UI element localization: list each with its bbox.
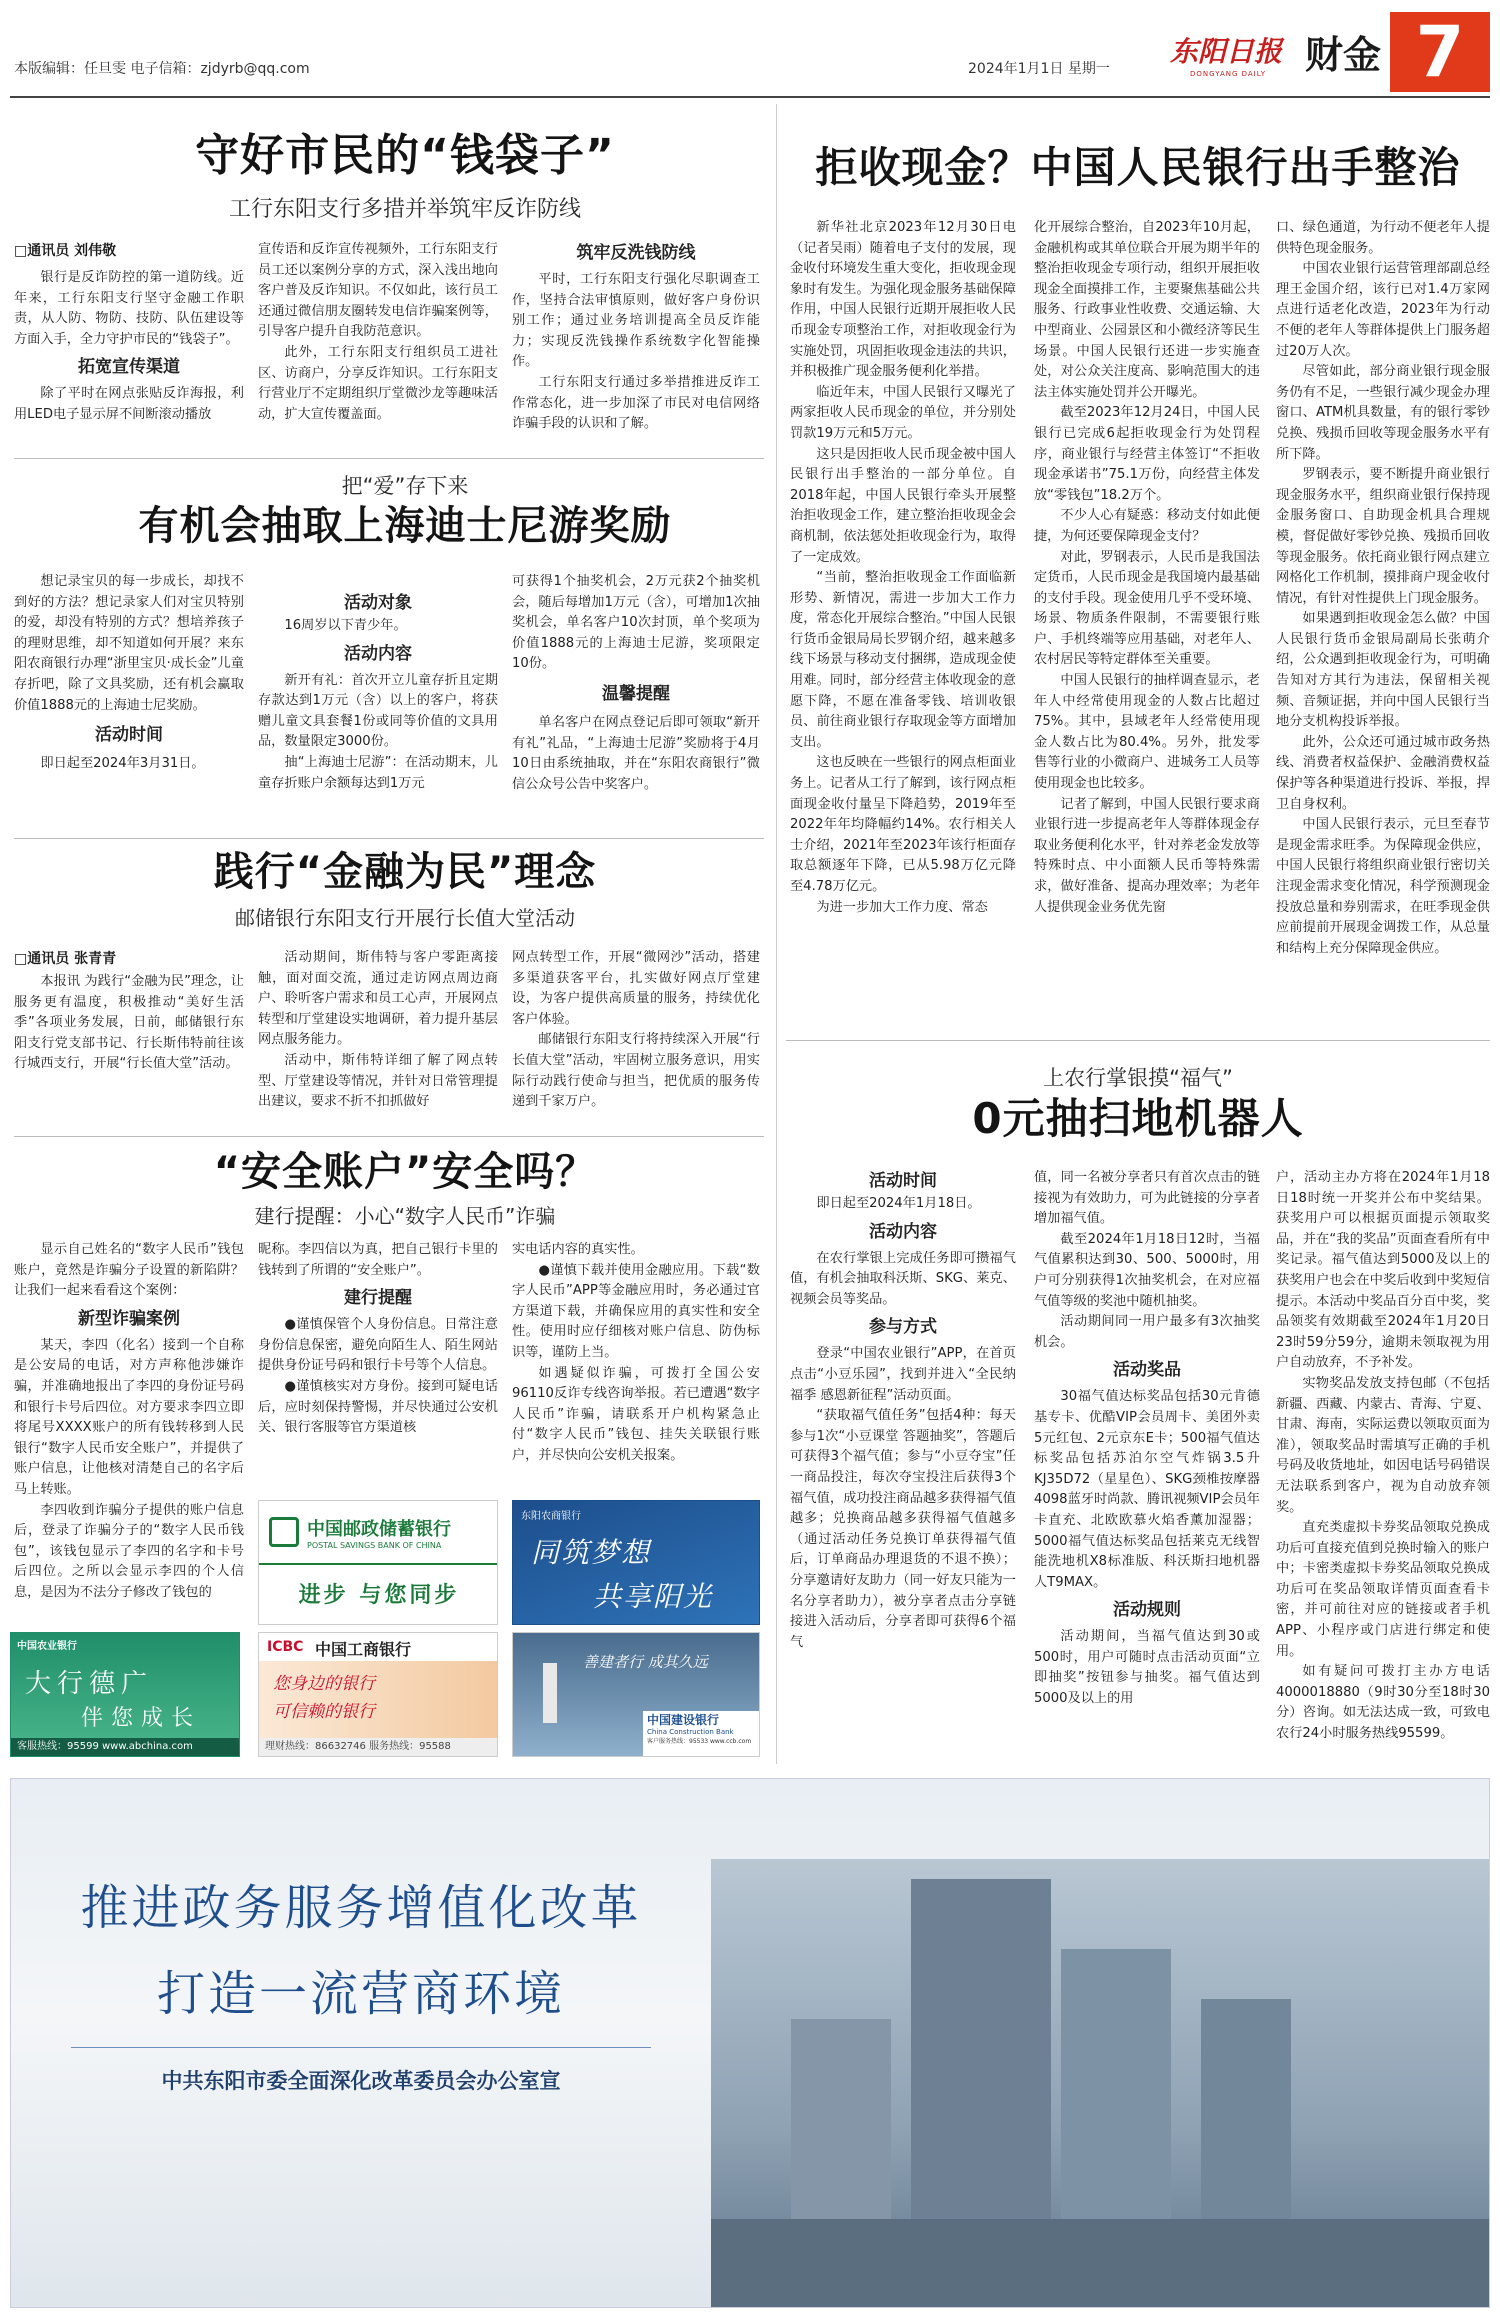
rc-bank-name: 东阳农商银行: [521, 1511, 581, 1522]
a6-section-heading: 活动规则: [1113, 1600, 1181, 1621]
a5-column-3: [1276, 218, 1490, 1018]
column-divider: [776, 104, 777, 1764]
a2-paragraph: 单名客户在网点登记后即可领取“新开有礼”礼品，“上海迪士尼游”奖励将于4月10日由系统抽取，并在“东阳农商银行”微信公众号公告中奖客户。: [512, 714, 760, 792]
psbc-logo-icon: [269, 1517, 299, 1547]
a6-paragraph: 直充类虚拟卡券奖品领取兑换成功后可直接充值到兑换时输入的账户中；卡密类虚拟卡券奖品领取兑换成功后可在奖品领取详情页面查看卡密，并可前往对应的链接或者手机APP、小程序或门店进行绑定和使用。: [1276, 1520, 1490, 1659]
a1-section-heading: 筑牢反洗钱防线: [576, 243, 696, 263]
skyline-image: [711, 1859, 1490, 2308]
a1-paragraph: 除了平时在网点张贴反诈海报，利用LED电子显示屏不间断滚动播放: [14, 386, 244, 422]
a5-paragraph: 临近年末，中国人民银行又曝光了两家拒收人民币现金的单位，并分别处罚款19万元和5万元。: [790, 384, 1016, 441]
icbc-ad[interactable]: [258, 1632, 498, 1757]
ccb-ad[interactable]: [512, 1632, 760, 1757]
rural-commercial-bank-ad[interactable]: [512, 1500, 760, 1625]
icbc-slogan-1: 您身边的银行: [273, 1674, 375, 1694]
abc-logo-text: 中国农业银行: [17, 1641, 77, 1652]
a4-section-heading: 建行提醒: [344, 1288, 412, 1309]
a5-column-1: [790, 218, 1016, 1018]
a6-paragraph: 如有疑问可拨打主办方电话4000018880（9时30分至18时30分）咨询。如无法达成一致，可致电农行24小时服务热线95599。: [1276, 1664, 1490, 1742]
psbc-name: 中国邮政储蓄银行: [307, 1519, 451, 1540]
newspaper-name-en: DONGYANG DAILY: [1190, 70, 1266, 78]
a6-paragraph: 活动期间同一用户最多有3次抽奖机会。: [1034, 1314, 1260, 1350]
a3-paragraph: 邮储银行东阳支行将持续深入开展“行长值大堂”活动，牢固树立服务意识，用实际行动践行使命与担当，把优质的服务传递到千家万户。: [512, 1032, 760, 1110]
a3-column-3: [512, 948, 760, 1123]
a1-paragraph: 平时，工行东阳支行强化尽职调查工作，坚持合法审慎原则，做好客户身份识别工作；通过业务培训提高全员反诈能力；实现反洗钱操作系统数字化智能操作。: [512, 272, 760, 370]
a2-column-3: [512, 572, 760, 812]
low-buildings: [711, 2219, 1490, 2308]
a4-paragraph: 如遇疑似诈骗，可拨打全国公安96110反诈专线咨询举报。若已遭遇“数字人民币”诈骗，请联系开户机构紧急止付“数字人民币”钱包、挂失关联银行账户，并尽快向公安机关报案。: [512, 1365, 760, 1463]
a3-column-1: [14, 972, 244, 1122]
a2-paragraph: 新开有礼：首次开立儿童存折且定期存款达到1万元（含）以上的客户，将获赠儿童文具套餐1份或同等价值的文具用品，数量限定3000份。: [258, 672, 498, 750]
abc-ad[interactable]: [10, 1632, 240, 1757]
a5-paragraph: 不少人心有疑惑：移动支付如此便捷，为何还要保障现金支付？: [1034, 508, 1260, 544]
a3-paragraph: 活动期间，斯伟特与客户零距离接触，面对面交流，通过走访网点周边商户、聆听客户需求和员工心声，开展网点转型和厅堂建设实地调研，着力提升基层网点服务能力。: [258, 950, 498, 1048]
a3-column-2: [258, 948, 498, 1123]
a6-column-2: [1034, 1168, 1260, 1763]
psbc-name-en: POSTAL SAVINGS BANK OF CHINA: [307, 1541, 442, 1550]
a6-kicker: 上农行掌银摸“福气”: [1043, 1066, 1233, 1090]
a6-column-3: [1276, 1168, 1490, 1763]
a1-paragraph: 宣传语和反诈宣传视频外，工行东阳支行员工还以案例分享的方式，深入浅出地向客户普及反诈知识。不仅如此，该行员工还通过微信朋友圈转发电信诈骗案例等，引导客户提升自我防范意识。: [258, 242, 498, 340]
a5-paragraph: 这只是因拒收人民币现金被中国人民银行出手整治的一部分单位。自2018年起，中国人民银行牵头开展整治拒收现金工作，建立整治拒收现金会商机制，依法惩处拒收现金行为，取得了一定成效。: [790, 446, 1016, 565]
banner-separator: [71, 2047, 651, 2048]
a2-paragraph: 即日起至2024年3月31日。: [40, 756, 205, 772]
a6-paragraph: 活动期间，当福气值达到30或500时，用户可随时点击活动页面“立即抽奖”按钮参与抽奖。福气值达到5000及以上的用: [1034, 1629, 1260, 1707]
a1-paragraph: 工行东阳支行通过多举措推进反诈工作常态化，进一步加深了市民对电信网络诈骗手段的认识和了解。: [512, 374, 760, 432]
section-title: 财金: [1305, 33, 1382, 77]
a1-paragraph: 此外，工行东阳支行组织员工进社区、访商户，分享反诈知识。工行东阳支行营业厅不定期组织厅堂微沙龙等趣味活动，扩大宣传覆盖面。: [258, 344, 498, 422]
a3-byline: □通讯员 张青青: [14, 951, 117, 967]
a4-paragraph: ●谨慎下载并使用金融应用。下载“数字人民币”APP等金融应用时，务必通过官方渠道下载，并确保应用的真实性和安全性。使用时应仔细核对账户信息、防伪标识等，谨防上当。: [512, 1262, 760, 1360]
a4-paragraph: 昵称。李四信以为真，把自己银行卡里的钱转到了所谓的“安全账户”。: [258, 1242, 498, 1278]
a1-column-1: [14, 268, 244, 448]
ccb-footer-box: [643, 1711, 759, 1756]
a6-paragraph: 30福气值达标奖品包括30元肯德基专卡、优酷VIP会员周卡、美团外卖5元红包、2元京东E卡；500福气值达标奖品包括苏泊尔空气炸锅3.5升KJ35D72（星星色）、SKG颈椎按摩器4098蓝牙时尚款、腾讯视频VIP会员年卡直充、北欧欧慕火焰香薰加湿器；5000福气值达标奖品包括莱克无线智能洗地机X8标准版、科沃斯扫地机器人T9MAX。: [1034, 1389, 1260, 1590]
a3-paragraph: 本报讯 为践行“金融为民”理念，让服务更有温度，积极推动“美好生活季”各项业务发展，日前，邮储银行东阳支行党支部书记、行长斯伟特前往该行城西支行，开展“行长值大堂”活动。: [14, 974, 244, 1072]
a5-paragraph: 罗钢表示，要不断提升商业银行现金服务水平，组织商业银行保持现金服务窗口、自助现金机具合理规模，督促做好零钞兑换、残损币回收等现金服务。依托商业银行网点建立网格化工作机制，摸排商户现金收付情况，有针对性提供上门现金服务。: [1276, 467, 1490, 606]
a2-section-heading: 活动时间: [95, 725, 163, 746]
icbc-footer: 理财热线：86632746 服务热线：95588: [259, 1738, 498, 1756]
a2-section-heading: 活动内容: [344, 643, 412, 664]
public-service-banner: [10, 1778, 1490, 2308]
divider: [14, 838, 764, 839]
a4-title: “安全账户”安全吗？: [213, 1149, 597, 1195]
a4-subtitle: 建行提醒：小心“数字人民币”诈骗: [254, 1204, 556, 1228]
newspaper-logo: [1170, 30, 1300, 90]
issue-date: 2024年1月1日 星期一: [968, 61, 1110, 77]
a2-section-heading: 活动对象: [344, 593, 412, 613]
a2-column-2: [258, 590, 498, 810]
ccb-name-en: China Construction Bank: [647, 1728, 734, 1736]
ccb-slogan: 善建者行 成其久远: [583, 1653, 708, 1671]
a4-column-2: [258, 1240, 498, 1472]
a3-subtitle: 邮储银行东阳支行开展行长值大堂活动: [235, 906, 575, 930]
a6-paragraph: 户，活动主办方将在2024年1月18日18时统一开奖并公布中奖结果。获奖用户可以根据页面提示领取奖品，并在“我的奖品”页面查看所有中奖记录。福气值达到5000及以上的获奖用户也会在中奖后收到中奖短信提示。本活动中奖品百分百中奖，奖品领奖有效期截至2024年1月20日23时59分59分，逾期未领取视为用户自动放弃，不予补发。: [1276, 1170, 1490, 1371]
newspaper-name: 东阳日报: [1170, 35, 1283, 68]
abc-footer: 客服热线：95599 www.abchina.com: [11, 1738, 240, 1756]
a1-subtitle: 工行东阳支行多措并举筑牢反诈防线: [228, 197, 581, 222]
a6-paragraph: “获取福气值任务”包括4种：每天参与1次“小豆课堂 答题抽奖”，答题后可获得3个福气值；参与“小豆夺宝”任一商品投注，每次夺宝投注后获得3个福气值，成功投注商品越多获得福气值越多；兑换商品越多获得福气值越多（通过活动任务兑换订单获得福气值后，订单商品办理退货的不退不换）；分享邀请好友助力（同一好友只能为一名分享者助力），被分享者点击分享链接进入活动后，分享者即可获得6个福气: [790, 1408, 1016, 1650]
a5-title: 拒收现金？中国人民银行出手整治: [815, 143, 1461, 192]
ccb-footer: 客户服务热线：95533 www.ccb.com: [647, 1738, 752, 1745]
a4-paragraph: 显示自己姓名的“数字人民币”钱包账户，竟然是诈骗分子设置的新陷阱？让我们一起来看看这个案例：: [14, 1242, 244, 1299]
banner-headline-1: 推进政务服务增值化改革: [80, 1880, 642, 1936]
page-number-box: [1390, 12, 1490, 92]
ccb-name: 中国建设银行: [647, 1713, 720, 1727]
a6-paragraph: 登录“中国农业银行”APP，在首页点击“小豆乐园”，找到并进入“全民纳福季 感恩新征程”活动页面。: [790, 1346, 1016, 1403]
a5-paragraph: 如果遇到拒收现金怎么做？中国人民银行货币金银局副局长张萌介绍，公众遇到拒收现金行为，可明确告知对方其行为违法，保留相关视频、音频证据，并向中国人民银行当地分支机构投诉举报。: [1276, 611, 1490, 730]
a2-paragraph: 16周岁以下青少年。: [284, 618, 407, 633]
abc-slogan-1: 大行德广: [25, 1669, 154, 1699]
a1-paragraph: 银行是反诈防控的第一道防线。近年来，工行东阳支行坚守金融工作职责，从人防、物防、技防、队伍建设等方面入手，全力守护市民的“钱袋子”。: [14, 270, 244, 347]
a4-paragraph: 某天，李四（化名）接到一个自称是公安局的电话，对方声称他涉嫌诈骗，并准确地报出了李四的身份证号码和银行卡号后四位。对方要求李四立即将尾号XXXX账户的所有钱转移到人民银行“数字人民币安全账户”，并提供了账户信息，让他核对清楚自己的名字后马上转账。: [14, 1337, 244, 1497]
a6-section-heading: 参与方式: [869, 1317, 937, 1338]
a5-paragraph: 截至2023年12月24日，中国人民银行已完成6起拒收现金行为处罚程序，商业银行与经营主体签订“不拒收现金承诺书”75.1万份，向经营主体发放“零钱包”18.2万个。: [1034, 405, 1260, 503]
a6-column-1: [790, 1168, 1016, 1763]
a3-paragraph: 活动中，斯伟特详细了解了网点转型、厅堂建设等情况，并针对日常管理提出建议，要求不折不扣抓做好: [258, 1052, 498, 1110]
a5-paragraph: “当前，整治拒收现金工作面临新形势、新情况，需进一步加大工作力度，常态化开展综合整治。”中国人民银行货币金银局局长罗钢介绍，越来越多线下场景与移动支付捆绑，造成现金使用难。同时，部分经营主体收现金的意愿下降，不愿在准备零钱、培训收银员、前往商业银行存取现金等方面增加支出。: [790, 570, 1016, 750]
icbc-name: 中国工商银行: [315, 1640, 412, 1659]
a2-paragraph: 可获得1个抽奖机会，2万元获2个抽奖机会，随后每增加1万元（含），可增加1次抽奖机会，单名客户10次封顶，单个奖项为价值1888元的上海迪士尼游，奖项限定10份。: [512, 574, 760, 672]
a6-paragraph: 截至2024年1月18日12时，当福气值累积达到30、500、5000时，用户可分别获得1次抽奖机会，在对应福气值等级的奖池中随机抽奖。: [1034, 1231, 1260, 1309]
a4-paragraph: ●谨慎核实对方身份。接到可疑电话后，应时刻保持警惕，并尽快通过公安机关、银行客服等官方渠道核: [258, 1378, 498, 1436]
a4-paragraph: 李四收到诈骗分子提供的账户信息后，登录了诈骗分子的“数字人民币钱包”，该钱包显示了李四的名字和卡号后四位。之所以会显示李四的个人信息，是因为不法分子修改了钱包的: [14, 1502, 244, 1600]
a5-paragraph: 这也反映在一些银行的网点柜面业务上。记者从工行了解到，该行网点柜面现金收付量呈下降趋势，2019年至2022年年均降幅约14%。农行相关人士介绍，2021年至2023年该行柜面存取总额逐年下降，已从5.98万亿元降至4.78万亿元。: [790, 755, 1016, 894]
divider: [14, 1136, 764, 1137]
rc-slogan-1: 同筑梦想: [531, 1536, 652, 1569]
ccb-lighthouse-image: [543, 1663, 557, 1723]
a2-paragraph: 想记录宝贝的每一步成长，却找不到好的方法？想记录家人们对宝贝特别的爱，却没有特别的方式？想培养孩子的理财思维，却不知道如何开展？来东阳农商银行办理“浙里宝贝·成长金”儿童存折吧，除了文具奖励，还有机会赢取价值1888元的上海迪士尼奖励。: [14, 574, 244, 713]
a5-paragraph: 中国人民银行的抽样调查显示，老年人中经常使用现金的人数占比超过75%。其中，县域老年人经常使用现金人数占比为80.4%。另外，批发零售等行业的小微商户、进城务工人员等使用现金也比较多。: [1034, 673, 1260, 792]
a5-paragraph: 为进一步加大工作力度、常态: [816, 899, 988, 915]
a6-section-heading: 活动奖品: [1113, 1360, 1181, 1381]
a4-paragraph: 实电话内容的真实性。: [512, 1242, 644, 1257]
page-number: 7: [1415, 12, 1465, 92]
rc-slogan-2: 共享阳光: [593, 1580, 714, 1613]
a5-paragraph: 新华社北京2023年12月30日电（记者吴雨）随着电子支付的发展，现金收付环境发生重大变化，拒收现金现象时有发生。为强化现金服务基础保障作用，中国人民银行近期开展拒收人民币现金专项整治工作，对拒收现金行为实施处罚，巩固拒收现金违法的共识，并积极推广现金服务便利化举措。: [790, 220, 1016, 380]
a6-paragraph: 即日起至2024年1月18日。: [816, 1196, 981, 1211]
a2-column-1: [14, 572, 244, 812]
a2-kicker: 把“爱”存下来: [341, 474, 469, 498]
a1-section-heading: 拓宽宣传渠道: [78, 357, 180, 378]
a5-paragraph: 中国农业银行运营管理部副总经理王金国介绍，该行已对1.4万家网点进行适老化改造，2023年为行动不便的老年人等群体提供上门服务超过20万人次。: [1276, 261, 1490, 359]
a6-section-heading: 活动内容: [869, 1221, 937, 1242]
banner-headline-2: 打造一流营商环境: [156, 1966, 565, 2022]
icbc-logo: ICBC: [267, 1639, 304, 1655]
a5-column-2: [1034, 218, 1260, 1018]
divider: [14, 458, 764, 459]
a5-paragraph: 记者了解到，中国人民银行要求商业银行进一步提高老年人等群体现金存取业务便利化水平，针对养老金发放等特殊时点、中小面额人民币等特殊需求，做好准备、提高办理效率；为老年人提供现金业务优先窗: [1034, 796, 1260, 915]
a1-title: 守好市民的“钱袋子”: [195, 130, 615, 181]
a1-column-3: [512, 240, 760, 445]
a4-paragraph: ●谨慎保管个人身份信息。日常注意身份信息保密，避免向陌生人、陌生网站提供身份证号码和银行卡号等个人信息。: [258, 1317, 498, 1374]
a4-column-3: [512, 1240, 760, 1472]
a5-paragraph: 化开展综合整治，自2023年10月起，金融机构或其单位联合开展为期半年的整治拒收现金专项行动，组织开展拒收现金全面摸排工作，主要聚焦基础公共服务、行政事业性收费、交通运输、大中型商业、公园景区和小微经济等民生场景。中国人民银行还进一步实施查处，对公众关注度高、影响范围大的违法主体实施处罚并公开曝光。: [1034, 220, 1260, 400]
a5-paragraph: 口、绿色通道，为行动不便老年人提供特色现金服务。: [1276, 220, 1490, 256]
a6-section-heading: 活动时间: [869, 1171, 937, 1191]
abc-slogan-2: 伴您成长: [81, 1706, 202, 1731]
a6-title: 0元抽扫地机器人: [972, 1094, 1304, 1143]
a2-title: 有机会抽取上海迪士尼游奖励: [138, 503, 672, 549]
page-header: [0, 0, 1500, 100]
a5-paragraph: 对此，罗钢表示，人民币是我国法定货币，人民币现金是我国境内最基础的支付手段。现金使用几乎不受环境、场景、物质条件限制，不需要银行账户、手机终端等应用基础，对老年人、农村居民等特定群体至关重要。: [1034, 549, 1260, 668]
psbc-ad[interactable]: [258, 1500, 498, 1625]
a1-byline: □通讯员 刘伟敬: [14, 243, 117, 259]
icbc-slogan-2: 可信赖的银行: [273, 1702, 375, 1722]
psbc-slogan: 进步 与您同步: [259, 1563, 498, 1625]
a5-paragraph: 尽管如此，部分商业银行现金服务仍有不足，一些银行减少现金办理窗口、ATM机具数量，有的银行零钞兑换、残损币回收等现金服务水平有所下降。: [1276, 364, 1490, 462]
a1-column-2: [258, 240, 498, 445]
a5-paragraph: 中国人民银行表示，元旦至春节是现金需求旺季。为保障现金供应，中国人民银行将组织商业银行密切关注现金需求变化情况，科学预测现金投放总量和券别需求，在旺季现金供应前提前开展现金调拨工作，从总量和结构上充分保障现金供应。: [1276, 817, 1490, 956]
header-rule: [10, 96, 1490, 98]
a3-paragraph: 网点转型工作，开展“微网沙”活动，搭建多渠道获客平台，扎实做好网点厅堂建设，为客户提供高质量的服务，持续优化客户体验。: [512, 950, 760, 1027]
a5-paragraph: 此外，公众还可通过城市政务热线、消费者权益保护、金融消费权益保护等各种渠道进行投诉、举报，捍卫自身权利。: [1276, 734, 1490, 812]
a6-paragraph: 实物奖品发放支持包邮（不包括新疆、西藏、内蒙古、青海、宁夏、甘肃、海南，实际运费以领取页面为准），领取奖品时需填写正确的手机号码及收货地址，如因电话号码错误无法联系到客户，视为自动放弃领奖。: [1276, 1375, 1490, 1515]
banner-organization: 中共东阳市委全面深化改革委员会办公室宣: [161, 2069, 561, 2093]
a2-paragraph: 抽“上海迪士尼游”：在活动期末，儿童存折账户余额每达到1万元: [258, 754, 498, 791]
editor-info: 本版编辑：任旦雯 电子信箱：zjdyrb@qq.com: [14, 61, 310, 77]
divider: [786, 1040, 1490, 1041]
a3-title: 践行“金融为民”理念: [213, 849, 597, 895]
a6-paragraph: 值，同一名被分享者只有首次点击的链接视为有效助力，可为此链接的分享者增加福气值。: [1034, 1170, 1260, 1227]
a4-column-1: [14, 1240, 244, 1625]
a6-paragraph: 在农行掌银上完成任务即可攒福气值，有机会抽取科沃斯、SKG、莱克、视频会员等奖品。: [790, 1250, 1016, 1307]
a2-section-heading: 温馨提醒: [602, 683, 670, 704]
a4-section-heading: 新型诈骗案例: [78, 1308, 180, 1329]
